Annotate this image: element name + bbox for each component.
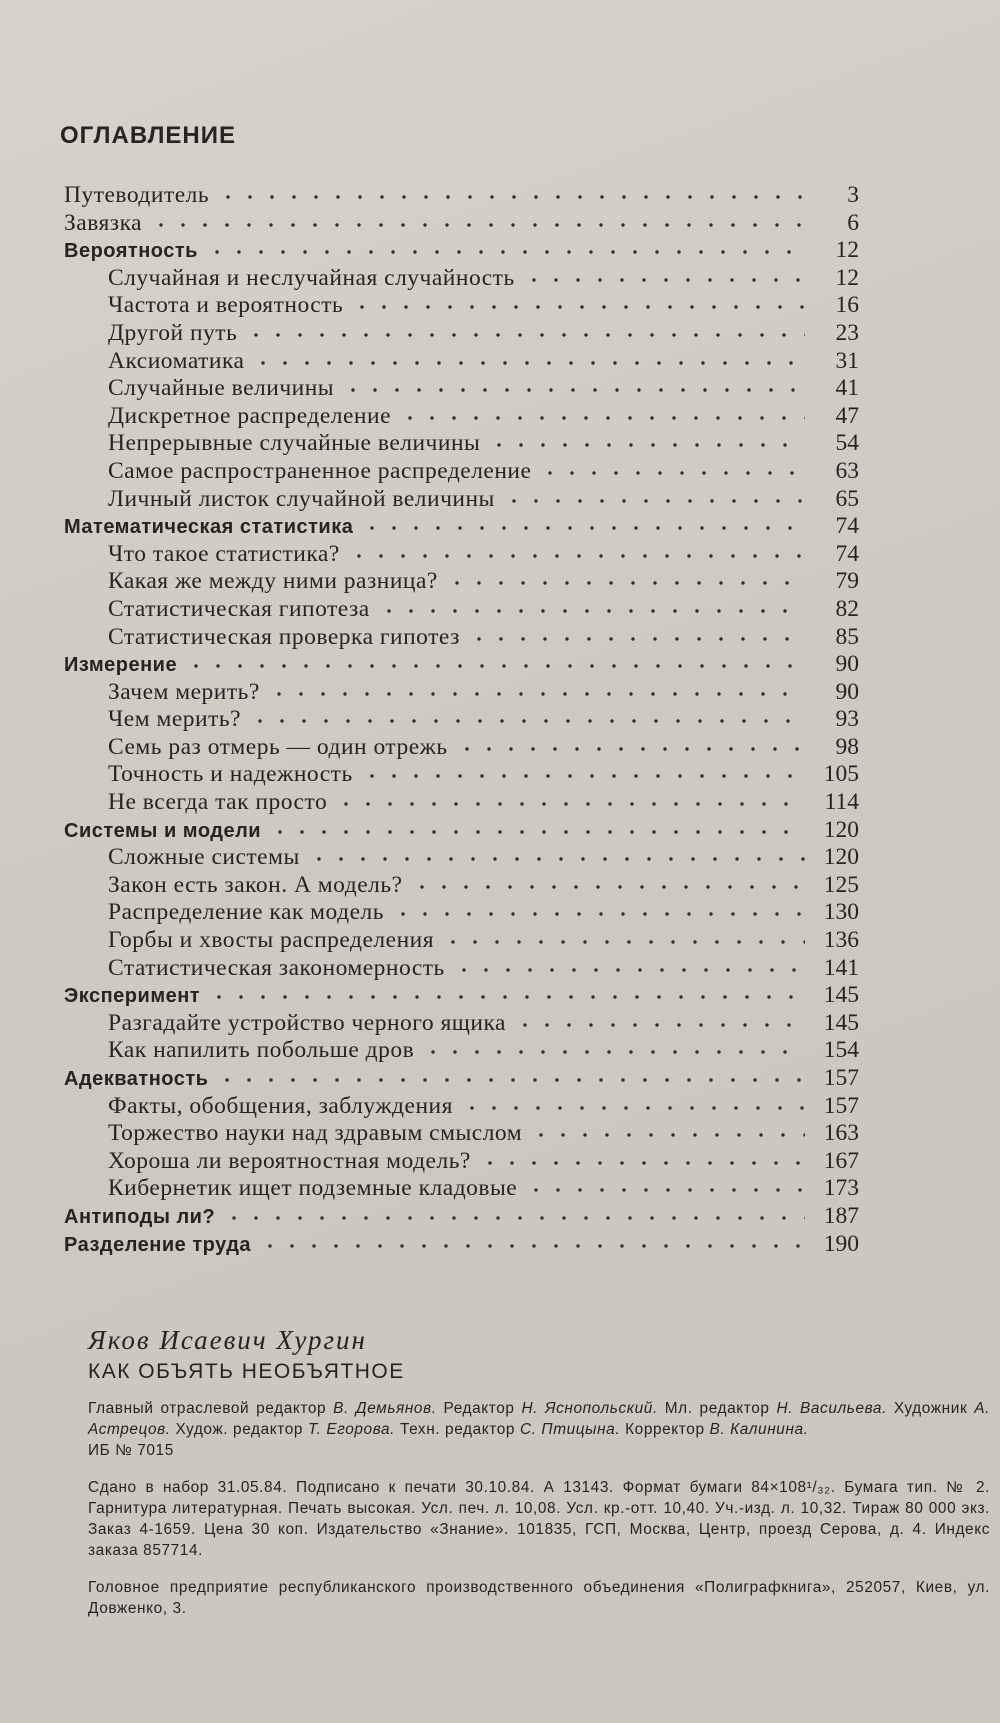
credit-name: Н. Васильева.	[776, 1400, 887, 1417]
toc-entry-title: Что такое статистика?	[108, 540, 340, 567]
toc-entry	[64, 1203, 859, 1231]
toc-page-number: 93	[835, 706, 859, 733]
toc-page-number: 23	[835, 319, 859, 346]
toc-page-number: 173	[823, 1175, 859, 1202]
dot-leader	[539, 471, 805, 475]
credit-label: Корректор	[625, 1421, 705, 1438]
credit-label: Мл. редактор	[664, 1400, 770, 1417]
toc-page-number: 47	[835, 402, 859, 429]
toc-subentry	[64, 955, 859, 983]
toc-list	[64, 182, 859, 1258]
toc-entry-title: Разделение труда	[64, 1233, 252, 1256]
toc-page-number: 63	[835, 457, 859, 484]
toc-entry-title: Аксиоматика	[108, 347, 245, 374]
toc-entry-title: Случайная и неслучайная случайность	[108, 264, 515, 291]
toc-subentry	[64, 486, 859, 514]
toc-subentry	[64, 761, 859, 789]
credit-label: Худож. редактор	[175, 1421, 304, 1438]
toc-page-number: 167	[823, 1147, 859, 1174]
toc-page-number: 90	[835, 651, 859, 678]
toc-entry-title: Факты, обобщения, заблуждения	[108, 1092, 453, 1119]
dot-leader	[342, 388, 805, 392]
toc-entry-title: Статистическая гипотеза	[108, 595, 370, 622]
credit-name: С. Птицына.	[519, 1421, 621, 1438]
dot-leader	[479, 1161, 805, 1165]
credit-label: Главный отраслевой редактор	[88, 1400, 327, 1417]
print-details: Сдано в набор 31.05.84. Подписано к печати 30.10.84. А 13143. Формат бумаги 84×108¹/₃₂. Бумага тип. № 2. Гарнитура литературная. Печать высокая. Усл. печ. л. 10,08. Усл. кр.-отт. 10,40. Уч.-изд. л. 10,32. Тираж 80 000 экз. Заказ 4-1659. Цена 30 коп. Издательство «Знание». 101835, ГСП, Москва, Центр, проезд Серова, д. 4. Индекс заказа 857714.	[88, 1479, 990, 1559]
toc-page-number: 85	[835, 623, 859, 650]
credit-name: Т. Егорова.	[307, 1421, 396, 1438]
toc-page-number: 120	[823, 816, 859, 843]
toc-subentry	[64, 872, 859, 900]
toc-entry-title: Разгадайте устройство черного ящика	[108, 1009, 506, 1036]
toc-subentry	[64, 1010, 859, 1038]
toc-page-number: 157	[823, 1065, 859, 1091]
toc-entry-title: Как напилить побольше дров	[108, 1037, 415, 1064]
dot-leader	[217, 195, 805, 199]
dot-leader	[378, 609, 805, 613]
toc-entry-title: Точность и надежность	[108, 761, 353, 788]
toc-entry	[64, 651, 859, 679]
toc-page-number: 157	[823, 1092, 859, 1119]
toc-page-number: 54	[835, 430, 859, 457]
dot-leader	[399, 416, 805, 420]
toc-subentry	[64, 624, 859, 652]
toc-page-number: 154	[823, 1037, 859, 1064]
dot-leader	[525, 1188, 805, 1192]
dot-leader	[361, 526, 805, 530]
toc-entry	[64, 210, 859, 238]
dot-leader	[252, 361, 805, 365]
toc-entry-title: Торжество науки над здравым смыслом	[108, 1120, 523, 1147]
toc-page-number: 163	[823, 1120, 859, 1147]
dot-leader	[411, 885, 805, 889]
colophon	[88, 1325, 990, 1619]
toc-page-number: 12	[835, 237, 859, 264]
toc-page-number: 12	[835, 264, 859, 291]
toc-entry	[64, 1065, 859, 1093]
toc-entry-title: Зачем мерить?	[108, 678, 260, 705]
dot-leader	[268, 692, 805, 696]
toc-subentry	[64, 1175, 859, 1203]
toc-subentry	[64, 320, 859, 348]
toc-heading: ОГЛАВЛЕНИЕ	[60, 122, 237, 149]
toc-entry-title: Какая же между ними разница?	[108, 568, 438, 595]
toc-page-number: 136	[823, 927, 859, 954]
toc-page-number: 125	[823, 871, 859, 898]
dot-leader	[468, 637, 805, 641]
toc-page-number: 141	[823, 954, 859, 981]
toc-entry	[64, 182, 859, 210]
toc-page-number: 41	[835, 375, 859, 402]
dot-leader	[348, 554, 805, 558]
book-title: КАК ОБЪЯТЬ НЕОБЪЯТНОЕ	[88, 1360, 405, 1383]
dot-leader	[530, 1133, 805, 1137]
toc-subentry	[64, 927, 859, 955]
toc-subentry	[64, 430, 859, 458]
dot-leader	[514, 1023, 805, 1027]
dot-leader	[361, 774, 805, 778]
toc-subentry	[64, 679, 859, 707]
toc-entry-title: Завязка	[64, 209, 143, 236]
toc-subentry	[64, 541, 859, 569]
dot-leader	[208, 995, 805, 999]
toc-entry-title: Эксперимент	[64, 985, 201, 1008]
toc-entry	[64, 982, 859, 1010]
toc-page-number: 31	[835, 347, 859, 374]
toc-entry-title: Адекватность	[64, 1068, 209, 1090]
toc-entry-title: Не всегда так просто	[108, 789, 328, 816]
dot-leader	[422, 1050, 805, 1054]
dot-leader	[269, 830, 805, 834]
dot-leader	[446, 581, 805, 585]
dot-leader	[456, 747, 805, 751]
toc-entry	[64, 817, 859, 845]
credit-name: В. Демьянов.	[333, 1400, 437, 1417]
toc-page-number: 114	[824, 789, 859, 816]
dot-leader	[185, 664, 805, 668]
toc-page-number: 82	[835, 595, 859, 622]
toc-page-number: 145	[823, 982, 859, 1009]
toc-page-number: 16	[835, 292, 859, 319]
dot-leader	[150, 223, 805, 227]
toc-entry-title: Горбы и хвосты распределения	[108, 927, 435, 954]
toc-entry-title: Хороша ли вероятностная модель?	[108, 1147, 471, 1174]
toc-entry-title: Системы и модели	[64, 819, 262, 842]
toc-entry-title: Частота и вероятность	[108, 292, 344, 319]
toc-subentry	[64, 789, 859, 817]
dot-leader	[392, 912, 805, 916]
dot-leader	[351, 305, 805, 309]
toc-subentry	[64, 899, 859, 927]
toc-subentry	[64, 1093, 859, 1121]
toc-page-number: 74	[835, 540, 859, 567]
dot-leader	[259, 1244, 805, 1248]
toc-entry-title: Чем мерить?	[108, 706, 241, 733]
toc-entry-title: Путеводитель	[64, 182, 210, 208]
toc-entry	[64, 1231, 859, 1259]
dot-leader	[488, 443, 805, 447]
toc-page-number: 105	[823, 761, 859, 788]
toc-entry-title: Непрерывные случайные величины	[108, 430, 481, 457]
toc-page-number: 187	[823, 1202, 859, 1229]
toc-page-number: 6	[847, 209, 859, 236]
dot-leader	[523, 278, 805, 282]
toc-entry-title: Статистическая закономерность	[108, 954, 445, 981]
toc-page-number: 145	[823, 1009, 859, 1036]
toc-page-number: 90	[835, 678, 859, 705]
toc-entry	[64, 237, 859, 265]
dot-leader	[216, 1078, 805, 1082]
toc-entry-title: Антиподы ли?	[64, 1205, 216, 1228]
credit-name: А. Астрецов.	[88, 1400, 990, 1438]
toc-entry-title: Распределение как модель	[108, 899, 384, 926]
toc-page-number: 79	[835, 568, 859, 595]
credit-label: Техн. редактор	[399, 1421, 516, 1438]
toc-subentry	[64, 596, 859, 624]
toc-subentry	[64, 1037, 859, 1065]
toc-entry-title: Самое распространенное распределение	[108, 457, 532, 484]
dot-leader	[249, 719, 805, 723]
toc-subentry	[64, 348, 859, 376]
credit-label: Художник	[893, 1400, 968, 1417]
toc-page-number: 130	[823, 899, 859, 926]
dot-leader	[453, 968, 805, 972]
toc-subentry	[64, 403, 859, 431]
toc-subentry	[64, 292, 859, 320]
author-name: Яков Исаевич Хургин	[88, 1325, 367, 1355]
toc-entry-title: Вероятность	[64, 240, 198, 263]
toc-entry-title: Другой путь	[108, 319, 238, 346]
credit-label: Редактор	[443, 1400, 515, 1417]
toc-subentry	[64, 265, 859, 293]
toc-entry-title: Статистическая проверка гипотез	[108, 623, 460, 650]
toc-page-number: 120	[823, 844, 859, 871]
dot-leader	[335, 802, 805, 806]
dot-leader	[442, 940, 805, 944]
dot-leader	[461, 1106, 805, 1110]
toc-subentry	[64, 458, 859, 486]
dot-leader	[206, 250, 805, 254]
toc-subentry	[64, 844, 859, 872]
toc-entry-title: Личный листок случайной величины	[108, 485, 495, 512]
toc-subentry	[64, 734, 859, 762]
dot-leader	[245, 333, 805, 337]
toc-entry-title: Дискретное распределение	[108, 402, 392, 429]
toc-page-number: 98	[835, 733, 859, 760]
toc-page-number: 3	[847, 182, 859, 208]
toc-page-number: 74	[835, 513, 859, 540]
toc-entry-title: Семь раз отмерь — один отрежь	[108, 733, 448, 760]
toc-entry-title: Сложные системы	[108, 844, 300, 871]
dot-leader	[223, 1216, 805, 1220]
toc-entry-title: Случайные величины	[108, 375, 335, 402]
dot-leader	[308, 857, 805, 861]
credit-name: В. Калинина.	[709, 1421, 809, 1438]
toc-entry-title: Измерение	[64, 654, 178, 677]
toc-subentry	[64, 1148, 859, 1176]
toc-page-number: 190	[823, 1230, 859, 1257]
toc-entry-title: Кибернетик ищет подземные кладовые	[108, 1175, 518, 1202]
toc-entry-title: Закон есть закон. А модель?	[108, 871, 403, 898]
editorial-credits	[88, 1398, 990, 1461]
toc-subentry	[64, 375, 859, 403]
toc-entry-title: Математическая статистика	[64, 516, 354, 539]
printer-info: Головное предприятие республиканского производственного объединения «Полиграфкнига», 252057, Киев, ул. Довженко, 3.	[88, 1579, 990, 1617]
credit-name: Н. Яснопольский.	[521, 1400, 658, 1417]
toc-subentry	[64, 1120, 859, 1148]
toc-entry	[64, 513, 859, 541]
ib-number: ИБ № 7015	[88, 1442, 174, 1459]
toc-subentry	[64, 568, 859, 596]
toc-page-number: 65	[835, 485, 859, 512]
dot-leader	[503, 499, 805, 503]
toc-subentry	[64, 706, 859, 734]
